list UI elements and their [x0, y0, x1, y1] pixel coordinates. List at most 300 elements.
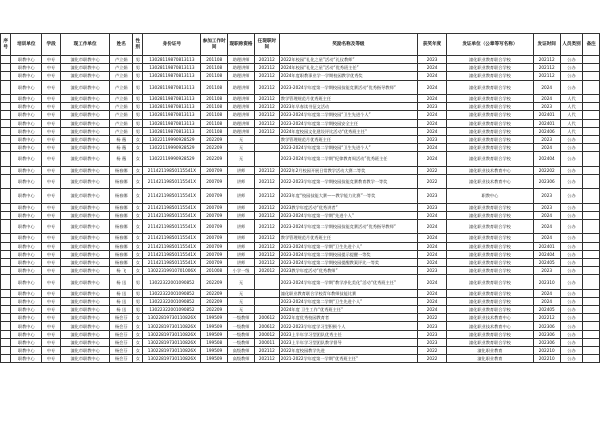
cell-work-start: 200709	[201, 211, 228, 219]
cell-work-unit: 潼化市职教中心	[60, 103, 110, 111]
cell-title-level: 讲师	[228, 189, 255, 203]
cell-id-number: 13022119990928529	[143, 152, 201, 166]
cell-work-start: 200709	[201, 234, 228, 242]
cell-id-number: 13028119870813113	[143, 80, 201, 94]
cell-id-number: 21142119850115541X	[143, 211, 201, 219]
cell-staff-type: 公办	[560, 166, 583, 174]
cell-training-unit: 职教中心	[11, 119, 42, 127]
cell-issuer: 潼化职业教育联合学校	[447, 289, 534, 297]
cell-award-name: 2023-2024学年度第二学期校园提示提醒一等奖	[279, 250, 417, 258]
cell-id-number: 13028119870813113	[143, 111, 201, 119]
cell-name: 杨春娜	[110, 258, 133, 266]
cell-issuer: 潼化职业教育	[447, 347, 534, 355]
cell-name: 杨春娜	[110, 211, 133, 219]
cell-issuer: 潼化职业教育联合学校	[447, 258, 534, 266]
column-header-remarks: 备注	[583, 34, 600, 56]
cell-title-date	[254, 297, 279, 305]
cell-name: 杨会芬	[110, 347, 133, 355]
cell-award-year: 2024	[418, 152, 447, 166]
cell-work-start: 199509	[201, 322, 228, 330]
cell-training-unit: 职教中心	[11, 174, 42, 188]
cell-title-date: 202112	[254, 166, 279, 174]
table-row	[1, 322, 600, 330]
cell-title-date: 202112	[254, 72, 279, 80]
cell-stage: 中专	[42, 322, 61, 330]
cell-issuer: 潼化职业技术教育中心	[447, 314, 534, 322]
cell-staff-type: 公办	[560, 275, 583, 289]
table-row	[1, 220, 600, 234]
cell-serial	[1, 338, 11, 346]
cell-id-number: 13022819730110826X	[143, 314, 201, 322]
cell-id-number: 13022322001090852	[143, 275, 201, 289]
cell-issuer: 潼化职业教育联合学校	[447, 119, 534, 127]
cell-title-level: 讲师	[228, 203, 255, 211]
cell-serial	[1, 297, 11, 305]
cell-issue-date: 2024	[533, 144, 560, 152]
cell-staff-type: 公办	[560, 72, 583, 80]
cell-gender: 男	[133, 94, 143, 102]
table-row	[1, 338, 600, 346]
cell-work-unit: 潼化市职教中心	[60, 94, 110, 102]
cell-award-name: 2023年度“校园技能大赛——教学能力比赛”一等奖	[279, 189, 417, 203]
cell-id-number: 21142119850115541X	[143, 189, 201, 203]
column-header-work-start: 参加工作时间	[201, 34, 228, 56]
cell-issuer: 潼化职业教育联合学校	[447, 127, 534, 135]
cell-serial	[1, 306, 11, 314]
cell-serial	[1, 64, 11, 72]
cell-work-unit: 潼化市职教中心	[60, 297, 110, 305]
cell-remarks	[583, 111, 600, 119]
cell-award-year: 2022	[418, 355, 447, 363]
table-row	[1, 80, 600, 94]
cell-issuer: 潼化职业教育联合学校	[447, 103, 534, 111]
cell-work-unit: 潼化市职教中心	[60, 242, 110, 250]
cell-issuer: 潼化职业技术教育中心	[447, 322, 534, 330]
cell-award-year: 2024	[418, 144, 447, 152]
cell-staff-type: 公办	[560, 242, 583, 250]
cell-serial	[1, 174, 11, 188]
cell-training-unit: 职教中心	[11, 289, 42, 297]
cell-stage: 中专	[42, 267, 61, 275]
cell-issue-date: 202404	[533, 152, 560, 166]
cell-work-start: 200709	[201, 220, 228, 234]
cell-title-level: 讲师	[228, 242, 255, 250]
cell-issuer: 潼化职业教育联合学校	[447, 338, 534, 346]
cell-work-start: 202209	[201, 275, 228, 289]
cell-training-unit: 职教中心	[11, 166, 42, 174]
cell-award-year: 2023	[418, 56, 447, 64]
cell-stage: 中专	[42, 289, 61, 297]
cell-name: 卢立娟	[110, 127, 133, 135]
table-row	[1, 56, 600, 64]
cell-training-unit: 职教中心	[11, 127, 42, 135]
cell-gender: 女	[133, 152, 143, 166]
cell-award-name: 2023-2024学年度第二学期校园技能竞赛活动“优秀指导教师”	[279, 220, 417, 234]
cell-id-number: 13022322001090852	[143, 306, 201, 314]
column-header-title-level: 现职称资格	[228, 34, 255, 56]
cell-staff-type: 公办	[560, 250, 583, 258]
cell-gender: 女	[133, 258, 143, 266]
cell-issue-date: 202405	[533, 306, 560, 314]
cell-work-start: 200709	[201, 258, 228, 266]
cell-award-name: 2022年校园“礼化之星”活动“礼仪教师”	[279, 56, 417, 64]
cell-staff-type: 公办	[560, 220, 583, 234]
cell-title-level: 无	[228, 289, 255, 297]
cell-award-name: 2023教学年度活动“优秀讲者”	[279, 203, 417, 211]
cell-stage: 中专	[42, 330, 61, 338]
cell-name: 杨 迅	[110, 275, 133, 289]
cell-issuer: 潼化职业教育联合学校	[447, 111, 534, 119]
cell-id-number: 13022819730110826X	[143, 338, 201, 346]
cell-gender: 男	[133, 64, 143, 72]
cell-issuer: 潼化职业教育联合学校	[447, 94, 534, 102]
cell-gender: 男	[133, 275, 143, 289]
cell-serial	[1, 322, 11, 330]
table-row	[1, 211, 600, 219]
cell-id-number: 13028119870813113	[143, 127, 201, 135]
table-row	[1, 119, 600, 127]
cell-name: 杨春娜	[110, 203, 133, 211]
cell-work-start: 199509	[201, 330, 228, 338]
table-row	[1, 72, 600, 80]
cell-work-start: 200709	[201, 203, 228, 211]
cell-title-level: 小学一级	[228, 267, 255, 275]
cell-work-start: 201108	[201, 94, 228, 102]
cell-work-start: 201008	[201, 267, 228, 275]
cell-serial	[1, 347, 11, 355]
cell-award-name: 2023-2024学年度第二学期校园提醒教案评比一等奖	[279, 258, 417, 266]
cell-serial	[1, 119, 11, 127]
cell-training-unit: 职教中心	[11, 242, 42, 250]
cell-gender: 女	[133, 234, 143, 242]
cell-issue-date: 202404	[533, 250, 560, 258]
cell-gender: 男	[133, 297, 143, 305]
cell-work-start: 201108	[201, 80, 228, 94]
cell-award-year: 2024	[418, 64, 447, 72]
cell-work-start: 200709	[201, 189, 228, 203]
cell-name: 杨会芬	[110, 314, 133, 322]
cell-issue-date: 2024	[533, 289, 560, 297]
cell-gender: 男	[133, 119, 143, 127]
cell-work-unit: 潼化市职教中心	[60, 347, 110, 355]
column-header-issuer: 发证单位（公章等写名称）	[447, 34, 534, 56]
cell-issuer: 潼化职业教育联合学校	[447, 72, 534, 80]
cell-issuer: 潼化职业技术教育中心	[447, 174, 534, 188]
cell-remarks	[583, 203, 600, 211]
cell-issue-date: 2023	[533, 135, 560, 143]
cell-work-start: 200709	[201, 174, 228, 188]
cell-title-level: 无	[228, 306, 255, 314]
cell-issue-date: 202112	[533, 56, 560, 64]
cell-issuer: 潼化职业教育联合学校	[447, 203, 534, 211]
cell-training-unit: 职教中心	[11, 314, 42, 322]
cell-remarks	[583, 330, 600, 338]
cell-gender: 女	[133, 330, 143, 338]
cell-award-name: 2021-2022学年度第一学期“优秀班主任”	[279, 355, 417, 363]
cell-issuer: 潼化职业教育联合学校	[447, 56, 534, 64]
cell-serial	[1, 166, 11, 174]
cell-id-number: 13028119870813113	[143, 94, 201, 102]
cell-work-start: 202209	[201, 289, 228, 297]
cell-issuer: 潼化职业教育联合学校	[447, 250, 534, 258]
cell-stage: 中专	[42, 355, 61, 363]
cell-name: 卢立娟	[110, 111, 133, 119]
cell-issue-date: 202210	[533, 347, 560, 355]
cell-remarks	[583, 119, 600, 127]
cell-issue-date: 202112	[533, 72, 560, 80]
cell-id-number: 13028119870813113	[143, 64, 201, 72]
cell-work-unit: 潼化市职教中心	[60, 144, 110, 152]
cell-title-date: 202112	[254, 211, 279, 219]
cell-name: 杨春娜	[110, 166, 133, 174]
cell-gender: 女	[133, 189, 143, 203]
cell-name: 杨会芬	[110, 355, 133, 363]
cell-remarks	[583, 250, 600, 258]
cell-gender: 男	[133, 306, 143, 314]
table-row	[1, 152, 600, 166]
cell-remarks	[583, 242, 600, 250]
cell-stage: 中专	[42, 174, 61, 188]
cell-staff-type: 公办	[560, 267, 583, 275]
cell-work-start: 199508	[201, 338, 228, 346]
cell-issue-date: 202306	[533, 174, 560, 188]
cell-title-level: 讲师	[228, 211, 255, 219]
cell-stage: 中专	[42, 242, 61, 250]
column-header-stage: 学段	[42, 34, 61, 56]
table-row	[1, 111, 600, 119]
cell-issuer: 潼化职业教育联合学校	[447, 80, 534, 94]
table-row	[1, 94, 600, 102]
cell-work-start: 201108	[201, 111, 228, 119]
cell-award-name: 2022-2023学年度第一学期校园技能竞赛教育教学一等奖	[279, 174, 417, 188]
cell-id-number: 13022119990928529	[143, 144, 201, 152]
cell-training-unit: 职教中心	[11, 330, 42, 338]
cell-issue-date: 202406	[533, 127, 560, 135]
cell-name: 杨 薇	[110, 135, 133, 143]
cell-training-unit: 职教中心	[11, 111, 42, 119]
cell-award-year: 2024	[418, 242, 447, 250]
cell-issuer: 潼化职业教育联合学校	[447, 211, 534, 219]
cell-work-unit: 潼化市职教中心	[60, 220, 110, 234]
cell-remarks	[583, 166, 600, 174]
cell-staff-type: 公办	[560, 174, 583, 188]
cell-work-start: 201108	[201, 56, 228, 64]
cell-serial	[1, 250, 11, 258]
cell-title-level: 一级教师	[228, 330, 255, 338]
cell-name: 卢立娟	[110, 56, 133, 64]
cell-gender: 女	[133, 220, 143, 234]
cell-title-date: 202112	[254, 56, 279, 64]
cell-name: 卢立娟	[110, 72, 133, 80]
cell-training-unit: 职教中心	[11, 94, 42, 102]
cell-remarks	[583, 220, 600, 234]
cell-stage: 中专	[42, 152, 61, 166]
cell-gender: 女	[133, 135, 143, 143]
cell-award-name: 2023-2024学年度第二学期校园安全主任	[279, 119, 417, 127]
cell-title-date: 202012	[254, 267, 279, 275]
cell-gender: 男	[133, 72, 143, 80]
cell-work-start: 201108	[201, 72, 228, 80]
cell-work-unit: 潼化市职教中心	[60, 135, 110, 143]
cell-work-start: 199509	[201, 347, 228, 355]
cell-serial	[1, 56, 11, 64]
cell-work-unit: 潼化市职教中心	[60, 119, 110, 127]
cell-training-unit: 职教中心	[11, 275, 42, 289]
cell-title-level: 助理讲师	[228, 94, 255, 102]
column-header-issue-date: 发证时间	[533, 34, 560, 56]
cell-stage: 中专	[42, 72, 61, 80]
column-header-name: 姓名	[110, 34, 133, 56]
cell-staff-type: 人代	[560, 119, 583, 127]
cell-id-number: 21142119850115541X	[143, 166, 201, 174]
cell-id-number: 13022819730110826X	[143, 355, 201, 363]
cell-title-date	[254, 275, 279, 289]
cell-issue-date: 2024	[533, 297, 560, 305]
cell-stage: 中专	[42, 347, 61, 355]
cell-name: 杨春娜	[110, 220, 133, 234]
cell-award-year: 2024	[418, 80, 447, 94]
cell-gender: 女	[133, 347, 143, 355]
cell-issue-date: 202212	[533, 314, 560, 322]
cell-work-start: 200709	[201, 242, 228, 250]
cell-work-unit: 潼化市职教中心	[60, 166, 110, 174]
cell-title-level: 助理讲师	[228, 127, 255, 135]
cell-issue-date: 202306	[533, 338, 560, 346]
cell-name: 杨春娜	[110, 242, 133, 250]
table-row	[1, 267, 600, 275]
cell-remarks	[583, 347, 600, 355]
cell-award-name: 2024年度校园文化建设评比活动“优秀班主任”	[279, 127, 417, 135]
cell-training-unit: 职教中心	[11, 152, 42, 166]
cell-work-start: 200709	[201, 250, 228, 258]
cell-issuer: 潼化职业教育联合学校	[447, 330, 534, 338]
cell-award-name: 2023-2024学年度第二学期“纪律教育周活动”优秀班主任	[279, 152, 417, 166]
award-register-table	[0, 33, 600, 363]
cell-work-unit: 潼化市职教中心	[60, 72, 110, 80]
cell-title-level: 助理讲师	[228, 111, 255, 119]
cell-stage: 中专	[42, 306, 61, 314]
cell-serial	[1, 127, 11, 135]
cell-award-year: 2023	[418, 203, 447, 211]
cell-staff-type: 人代	[560, 103, 583, 111]
cell-staff-type: 人代	[560, 127, 583, 135]
cell-training-unit: 职教中心	[11, 347, 42, 355]
column-header-id-number: 身份证号	[143, 34, 201, 56]
cell-serial	[1, 330, 11, 338]
cell-training-unit: 职教中心	[11, 355, 42, 363]
cell-serial	[1, 144, 11, 152]
cell-award-name: 2023-2024学年度第一学期“教学净化美化”活动“优秀班主任”	[279, 275, 417, 289]
cell-title-level: 无	[228, 135, 255, 143]
cell-training-unit: 职教中心	[11, 56, 42, 64]
cell-issue-date: 202306	[533, 322, 560, 330]
cell-serial	[1, 267, 11, 275]
cell-title-level: 高级教师	[228, 347, 255, 355]
cell-serial	[1, 275, 11, 289]
cell-gender: 女	[133, 174, 143, 188]
table-body	[1, 56, 600, 363]
cell-gender: 女	[133, 322, 143, 330]
table-row	[1, 347, 600, 355]
cell-award-name: 教学管理规范月优秀班主任	[279, 94, 417, 102]
cell-title-date	[254, 135, 279, 143]
cell-award-year: 2023	[418, 330, 447, 338]
cell-name: 杨春娜	[110, 189, 133, 203]
cell-award-year: 2023	[418, 103, 447, 111]
cell-work-unit: 潼化市职教中心	[60, 174, 110, 188]
cell-issuer: 潼化职业教育联合学校	[447, 64, 534, 72]
cell-stage: 中专	[42, 189, 61, 203]
cell-work-unit: 潼化市职教中心	[60, 127, 110, 135]
cell-award-name: 2022年度优秀校园教育者	[279, 314, 417, 322]
column-header-training-unit: 培训单位	[11, 34, 42, 56]
cell-title-level: 助理讲师	[228, 80, 255, 94]
cell-serial	[1, 72, 11, 80]
cell-stage: 中专	[42, 297, 61, 305]
cell-serial	[1, 258, 11, 266]
cell-issuer: 潼化职业教育联合学校	[447, 242, 534, 250]
cell-id-number: 21142119850115541X	[143, 203, 201, 211]
cell-title-date: 200011	[254, 338, 279, 346]
cell-serial	[1, 211, 11, 219]
cell-issue-date: 202401	[533, 242, 560, 250]
cell-issuer: 潼化职业教育联合学校	[447, 152, 534, 166]
cell-stage: 中专	[42, 275, 61, 289]
cell-award-year: 2024	[418, 275, 447, 289]
cell-remarks	[583, 322, 600, 330]
cell-award-name: 2023-2024学年度第一学期“卫生先进个人”	[279, 242, 417, 250]
header-row	[1, 34, 600, 56]
cell-title-level: 助理讲师	[228, 72, 255, 80]
column-header-award-name: 奖励名称及等级	[279, 34, 417, 56]
table-row	[1, 330, 600, 338]
cell-award-name: 2023-2024学年度第二学期校园“卫生先进个人”	[279, 144, 417, 152]
cell-title-date: 202112	[254, 64, 279, 72]
cell-title-date: 202112	[254, 258, 279, 266]
cell-award-year: 2022	[418, 347, 447, 355]
table-row	[1, 189, 600, 203]
cell-id-number: 13022322001090852	[143, 297, 201, 305]
cell-stage: 中专	[42, 103, 61, 111]
cell-award-name: 2024年度 卫生工作“优秀班主任”	[279, 306, 417, 314]
cell-issuer: 潼化职业教育联合学校	[447, 144, 534, 152]
cell-issue-date: 2023	[533, 103, 560, 111]
cell-training-unit: 职教中心	[11, 306, 42, 314]
table-row	[1, 242, 600, 250]
cell-remarks	[583, 189, 600, 203]
cell-training-unit: 职教中心	[11, 103, 42, 111]
column-header-staff-type: 人员类别	[560, 34, 583, 56]
cell-award-year: 2023	[418, 189, 447, 203]
cell-work-start: 201108	[201, 127, 228, 135]
cell-serial	[1, 220, 11, 234]
cell-work-unit: 潼化市职教中心	[60, 322, 110, 330]
table-row	[1, 203, 600, 211]
cell-award-name: 2022年2月校园开展日常教学活动大赛二等奖	[279, 166, 417, 174]
cell-award-year: 2023	[418, 135, 447, 143]
cell-name: 杨 薇	[110, 152, 133, 166]
cell-gender: 女	[133, 250, 143, 258]
cell-stage: 中专	[42, 234, 61, 242]
cell-title-date	[254, 306, 279, 314]
cell-serial	[1, 152, 11, 166]
cell-award-name: 2022-2023学年度学习型积极个人	[279, 322, 417, 330]
cell-award-year: 2024	[418, 306, 447, 314]
cell-remarks	[583, 72, 600, 80]
cell-title-level: 高级教师	[228, 355, 255, 363]
cell-award-year: 2023	[418, 267, 447, 275]
cell-issuer: 潼化职业技术教育中心	[447, 166, 534, 174]
